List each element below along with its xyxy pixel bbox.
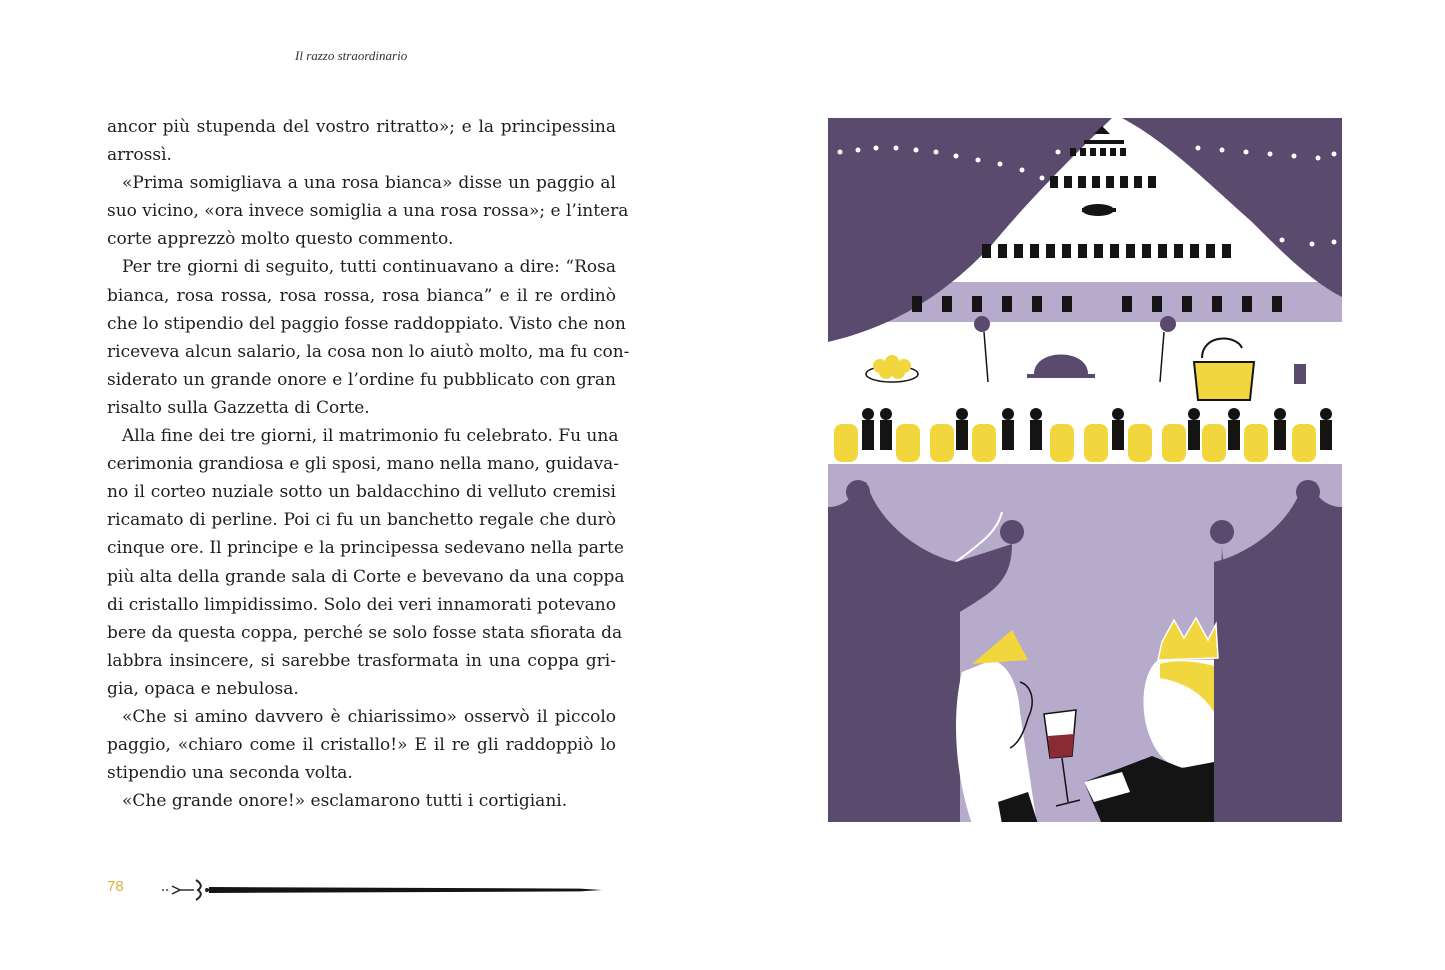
banquet-illustration	[822, 112, 1344, 824]
text-line: labbra insincere, si sarebbe trasformata in una coppa gri-	[107, 650, 616, 671]
text-line: paggio, «chiaro come il cristallo!» E il re gli raddoppiò lo	[107, 735, 616, 756]
text-line: siderato un grande onore e l’ordine fu pubblicato con gran	[107, 369, 616, 390]
text-line: riceveva alcun salario, la cosa non lo aiutò molto, ma fu con-	[107, 341, 630, 362]
text-line: ricamato di perline. Poi ci fu un banchetto regale che durò	[107, 510, 616, 531]
text-line: gia, opaca e nebulosa.	[107, 678, 299, 699]
text-line: cinque ore. Il principe e la principessa sedevano nella parte	[107, 538, 624, 559]
text-line: di cristallo limpidissimo. Solo dei veri innamorati potevano	[107, 594, 616, 615]
text-line: «Prima somigliava a una rosa bianca» disse un paggio al	[122, 173, 616, 194]
text-line: cerimonia grandiosa e gli sposi, mano nella mano, guidava-	[107, 454, 620, 475]
text-line: Alla fine dei tre giorni, il matrimonio fu celebrato. Fu una	[122, 426, 619, 447]
text-line: più alta della grande sala di Corte e bevevano da una coppa	[107, 566, 625, 587]
running-head: Il razzo straordinario	[295, 48, 408, 63]
text-line: «Che si amino davvero è chiarissimo» osservò il piccolo	[122, 706, 616, 727]
text-line: no il corteo nuziale sotto un baldacchino di velluto cremisi	[107, 482, 616, 503]
page-number: 78	[107, 878, 124, 895]
text-line: bere da questa coppa, perché se solo fosse stata sfiorata da	[107, 622, 623, 643]
body-text	[107, 113, 630, 815]
text-line: Per tre giorni di seguito, tutti continuavano a dire: “Rosa	[122, 257, 616, 278]
text-line: che lo stipendio del paggio fosse raddoppiato. Visto che non	[107, 313, 626, 334]
text-line: ancor più stupenda del vostro ritratto»; e la principessina	[107, 117, 616, 137]
text-line: suo vicino, «ora invece somiglia a una rosa rossa»; e l’intera	[107, 201, 629, 222]
text-line: «Che grande onore!» esclamarono tutti i cortigiani.	[122, 791, 568, 812]
sword-ornament-icon	[160, 876, 605, 906]
text-line: bianca, rosa rossa, rosa rossa, rosa bianca” e il re ordinò	[107, 285, 616, 306]
text-line: corte apprezzò molto questo commento.	[107, 229, 454, 250]
text-line: risalto sulla Gazzetta di Corte.	[107, 397, 370, 418]
text-line: stipendio una seconda volta.	[107, 763, 353, 784]
text-line: arrossì.	[107, 145, 172, 166]
